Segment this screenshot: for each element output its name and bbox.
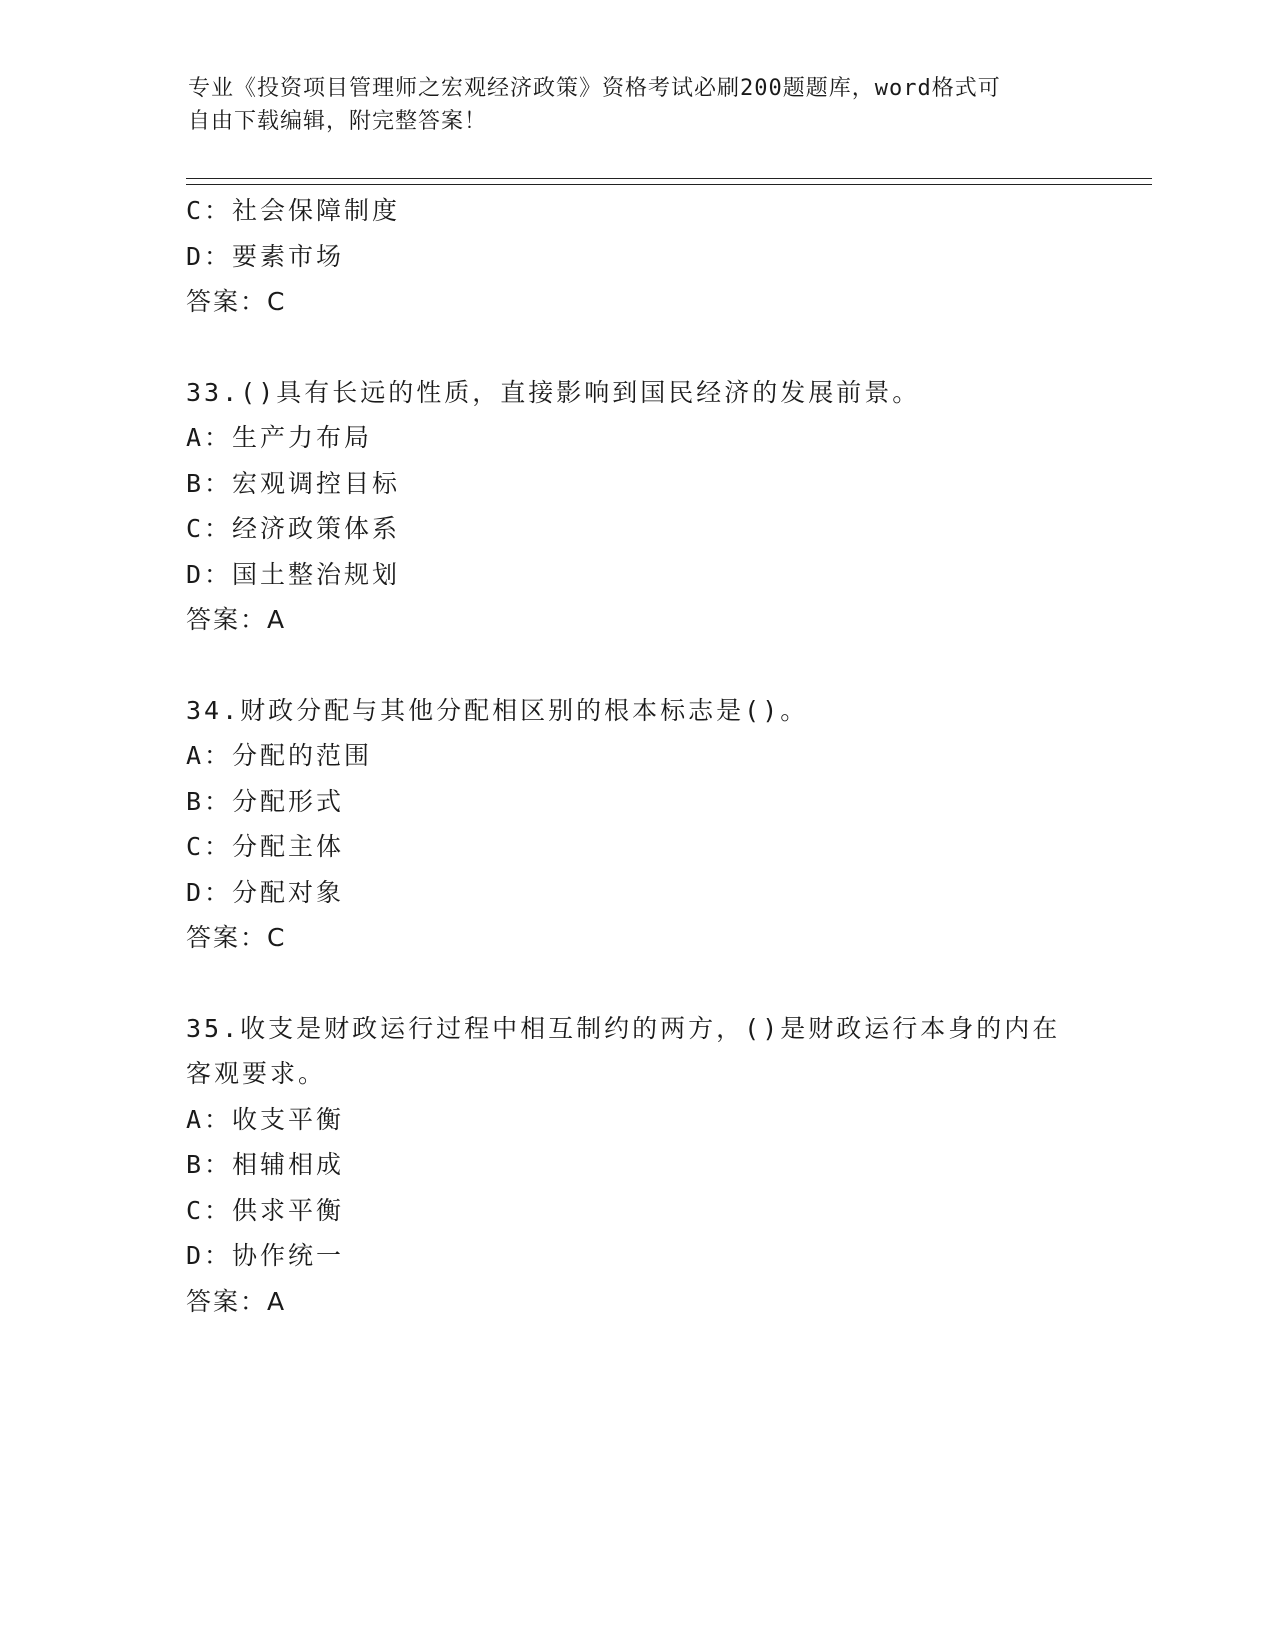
header-line-1: 专业《投资项目管理师之宏观经济政策》资格考试必刷200题题库，word格式可 [188, 76, 1001, 101]
question-stem-line-2: 客观要求。 [186, 1059, 327, 1088]
answer-line: 答案：A [186, 1286, 287, 1316]
option-b: B：宏观调控目标 [186, 468, 401, 498]
option-a: A：生产力布局 [186, 423, 373, 452]
question-stem: 34.财政分配与其他分配相区别的根本标志是()。 [186, 695, 809, 725]
option-d: D：要素市场 [186, 241, 345, 271]
question-stem: 33.()具有长远的性质，直接影响到国民经济的发展前景。 [186, 377, 921, 407]
option-a: A：分配的范围 [186, 741, 373, 770]
answer-line: 答案：A [186, 605, 287, 634]
answer-line: 答案：C [186, 923, 287, 952]
question-35 [186, 1006, 1086, 1325]
answer-line: 答案：C [186, 287, 287, 316]
option-c: C：社会保障制度 [186, 196, 401, 225]
option-b: B：分配形式 [186, 786, 345, 816]
question-stem-line-1: 35.收支是财政运行过程中相互制约的两方，()是财政运行本身的内在 [186, 1013, 1061, 1043]
option-c: C：供求平衡 [186, 1195, 345, 1225]
option-d: D：分配对象 [186, 877, 345, 907]
document-body [186, 188, 1086, 1324]
option-d: D：国土整治规划 [186, 559, 401, 589]
question-34 [186, 688, 1086, 961]
option-c: C：分配主体 [186, 832, 345, 861]
question-33 [186, 370, 1086, 643]
header-double-rule [186, 178, 1152, 185]
previous-question-tail [186, 188, 1086, 325]
option-c: C：经济政策体系 [186, 514, 401, 543]
page-header [188, 72, 1088, 138]
option-b: B：相辅相成 [186, 1150, 345, 1179]
option-a: A：收支平衡 [186, 1104, 345, 1134]
option-d: D：协作统一 [186, 1241, 345, 1270]
header-line-2: 自由下载编辑，附完整答案！ [188, 109, 488, 134]
